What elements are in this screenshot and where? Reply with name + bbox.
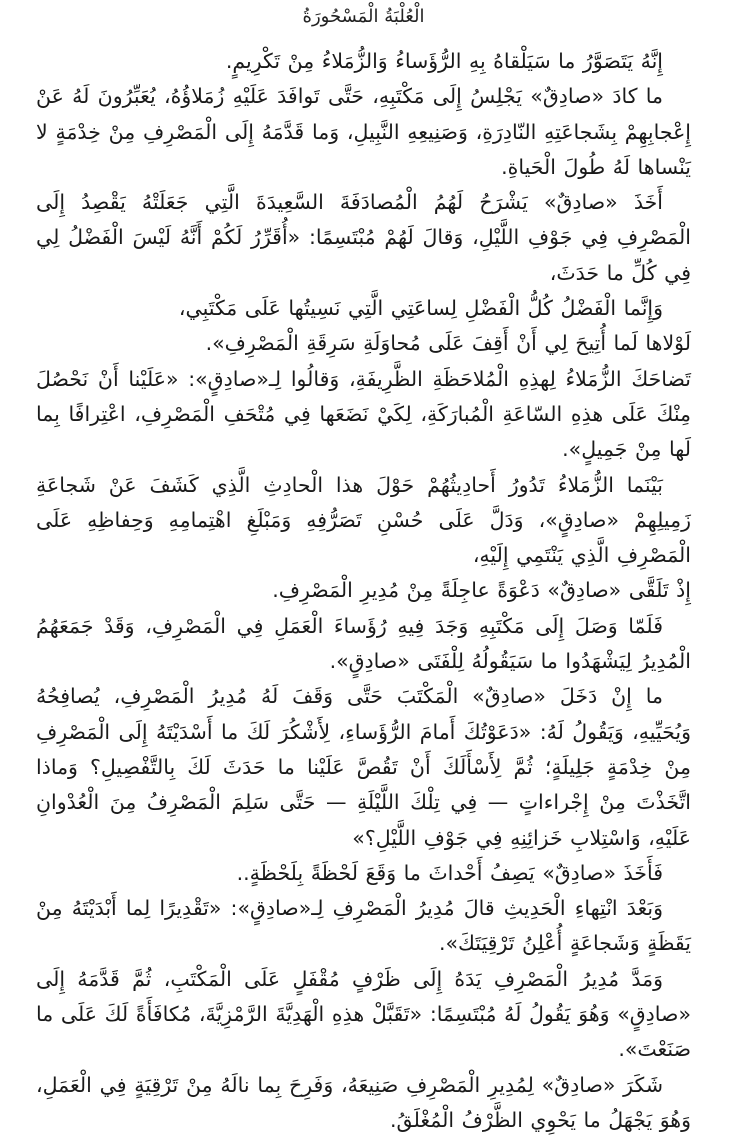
paragraph-5: لَوْلاها لَما أُتِيحَ لِي أَنْ أَقِفَ عَلَى مُحاوَلَةِ سَرِقَةِ الْمَصْرِفِ». (205, 331, 691, 356)
paragraph-9: فَلَمّا وَصَلَ إِلَى مَكْتَبِهِ وَجَدَ فِيهِ رُؤَساءَ الْعَمَلِ فِي الْمَصْرِفِ، وَقَدْ جَمَعَهُمُ الْمُدِيرُ لِيَشْهَدُوا ما سَيَقُولُهُ لِلْفَتَى «صادِقٍ». (36, 613, 691, 674)
paragraph-2: ما كادَ «صادِقٌ» يَجْلِسُ إِلَى مَكْتَبِهِ، حَتَّى تَوافَدَ عَلَيْهِ زُمَلاؤُهُ، يُعَبِّرُونَ لَهُ عَنْ إِعْجابِهِمْ بِشَجاعَتِهِ النّادِرَةِ، وَصَنِيعِهِ النَّبِيلِ، وَما قَدَّمَهُ إِلَى الْمَصْرِفِ مِنْ خِدْمَةٍ لا يَنْساها لَهُ طُولَ الْحَياةِ. (36, 84, 691, 179)
paragraph-1: إِنَّهُ يَتَصَوَّرُ ما سَيَلْقاهُ بِهِ الرُّؤَساءُ وَالزُّمَلاءُ مِنْ تَكْرِيمٍ. (225, 49, 663, 73)
paragraph-11: فَأَخَذَ «صادِقٌ» يَصِفُ أَحْداثَ ما وَقَعَ لَحْظَةً بِلَحْظَةٍ.. (236, 860, 663, 885)
paragraph-6: تَضاحَكَ الزُّمَلاءُ لِهذِهِ الْمُلاحَظَةِ الظَّرِيفَةِ، وَقالُوا لِـ«صادِقٍ»: «عَلَيْنا أَنْ نَحْصُلَ مِنْكَ عَلَى هذِهِ السّاعَةِ الْمُبارَكَةِ، لِكَيْ نَضَعَها فِي مُتْحَفِ الْمَصْرِفِ، اعْتِرافًا بِما لَها مِنْ جَمِيلٍ». (36, 366, 691, 462)
paragraph-3: أَخَذَ «صادِقٌ» يَشْرَحُ لَهُمُ الْمُصادَفَةَ السَّعِيدَةَ الَّتِي جَعَلَتْهُ يَقْصِدُ إِلَى الْمَصْرِفِ فِي جَوْفِ اللَّيْلِ، وَقالَ لَهُمْ مُبْتَسِمًا: «أُقَرِّرُ لَكُمْ أَنَّهُ لَيْسَ الْفَضْلُ لِي فِي كُلِّ ما حَدَثَ، (36, 190, 691, 285)
paragraph-4: وَإِنَّما الْفَضْلُ كُلُّ الْفَضْلِ لِساعَتِي الَّتِي نَسِيتُها عَلَى مَكْتَبِي، (178, 296, 663, 321)
body-text (36, 44, 691, 1138)
paragraph-13: وَمَدَّ مُدِيرُ الْمَصْرِفِ يَدَهُ إِلَى ظَرْفٍ مُقْفَلٍ عَلَى الْمَكْتَبِ، ثُمَّ قَدَّمَهُ إِلَى «صادِقٍ» وَهُوَ يَقُولُ لَهُ مُبْتَسِمًا: «تَقَبَّلْ هذِهِ الْهَدِيَّةَ الرَّمْزِيَّةَ، مُكافَأَةً لَكَ عَلَى ما صَنَعْتَ». (36, 966, 691, 1062)
paragraph-8: إِذْ تَلَقَّى «صادِقٌ» دَعْوَةً عاجِلَةً مِنْ مُدِيرِ الْمَصْرِفِ. (272, 578, 691, 603)
paragraph-10: ما إِنْ دَخَلَ «صادِقٌ» الْمَكْتَبَ حَتَّى وَقَفَ لَهُ مُدِيرُ الْمَصْرِفِ، يُصافِحُهُ وَيُحَيِّيهِ، وَيَقُولُ لَهُ: «دَعَوْتُكَ أَمامَ الرُّؤَساءِ، لِأَشْكُرَ لَكَ ما أَسْدَيْتَهُ إِلَى الْمَصْرِفِ مِنْ خِدْمَةٍ جَلِيلَةٍ؛ ثُمَّ لِأَسْأَلَكَ أَنْ تَقُصَّ عَلَيْنا ما حَدَثَ لَكَ بِالتَّفْصِيلِ؟ وَماذا اتَّخَذْتَ مِنْ إِجْراءاتٍ — فِي تِلْكَ اللَّيْلَةِ — حَتَّى سَلِمَ الْمَصْرِفُ مِنَ الْعُدْوانِ عَلَيْهِ، وَاسْتِلابِ خَزائِنِهِ فِي جَوْفِ اللَّيْلِ؟» (36, 684, 691, 850)
paragraph-7: بَيْنَما الزُّمَلاءُ تَدُورُ أَحادِيثُهُمْ حَوْلَ هذا الْحادِثِ الَّذِي كَشَفَ عَنْ شَجاعَةِ زَمِيلِهِمْ «صادِقٍ»، وَدَلَّ عَلَى حُسْنِ تَصَرُّفِهِ وَمَبْلَغِ اهْتِمامِهِ وَحِفاظِهِ عَلَى الْمَصْرِفِ الَّذِي يَنْتَمِي إِلَيْهِ، (36, 472, 691, 568)
paragraph-14: شَكَرَ «صادِقٌ» لِمُدِيرِ الْمَصْرِفِ صَنِيعَهُ، وَفَرِحَ بِما نالَهُ مِنْ تَرْقِيَةٍ فِي الْعَمَلِ، وَهُوَ يَجْهَلُ ما يَحْوِي الظَّرْفُ الْمُغْلَقُ. (36, 1072, 691, 1132)
running-header: الْعُلْبَةُ الْمَسْحُورَةُ (302, 6, 425, 27)
paragraph-12: وَبَعْدَ انْتِهاءِ الْحَدِيثِ قالَ مُدِيرُ الْمَصْرِفِ لِـ«صادِقٍ»: «تَقْدِيرًا لِما أَبْدَيْتَهُ مِنْ يَقَظَةٍ وَشَجاعَةٍ أُعْلِنُ تَرْقِيَتَكَ». (36, 896, 691, 956)
